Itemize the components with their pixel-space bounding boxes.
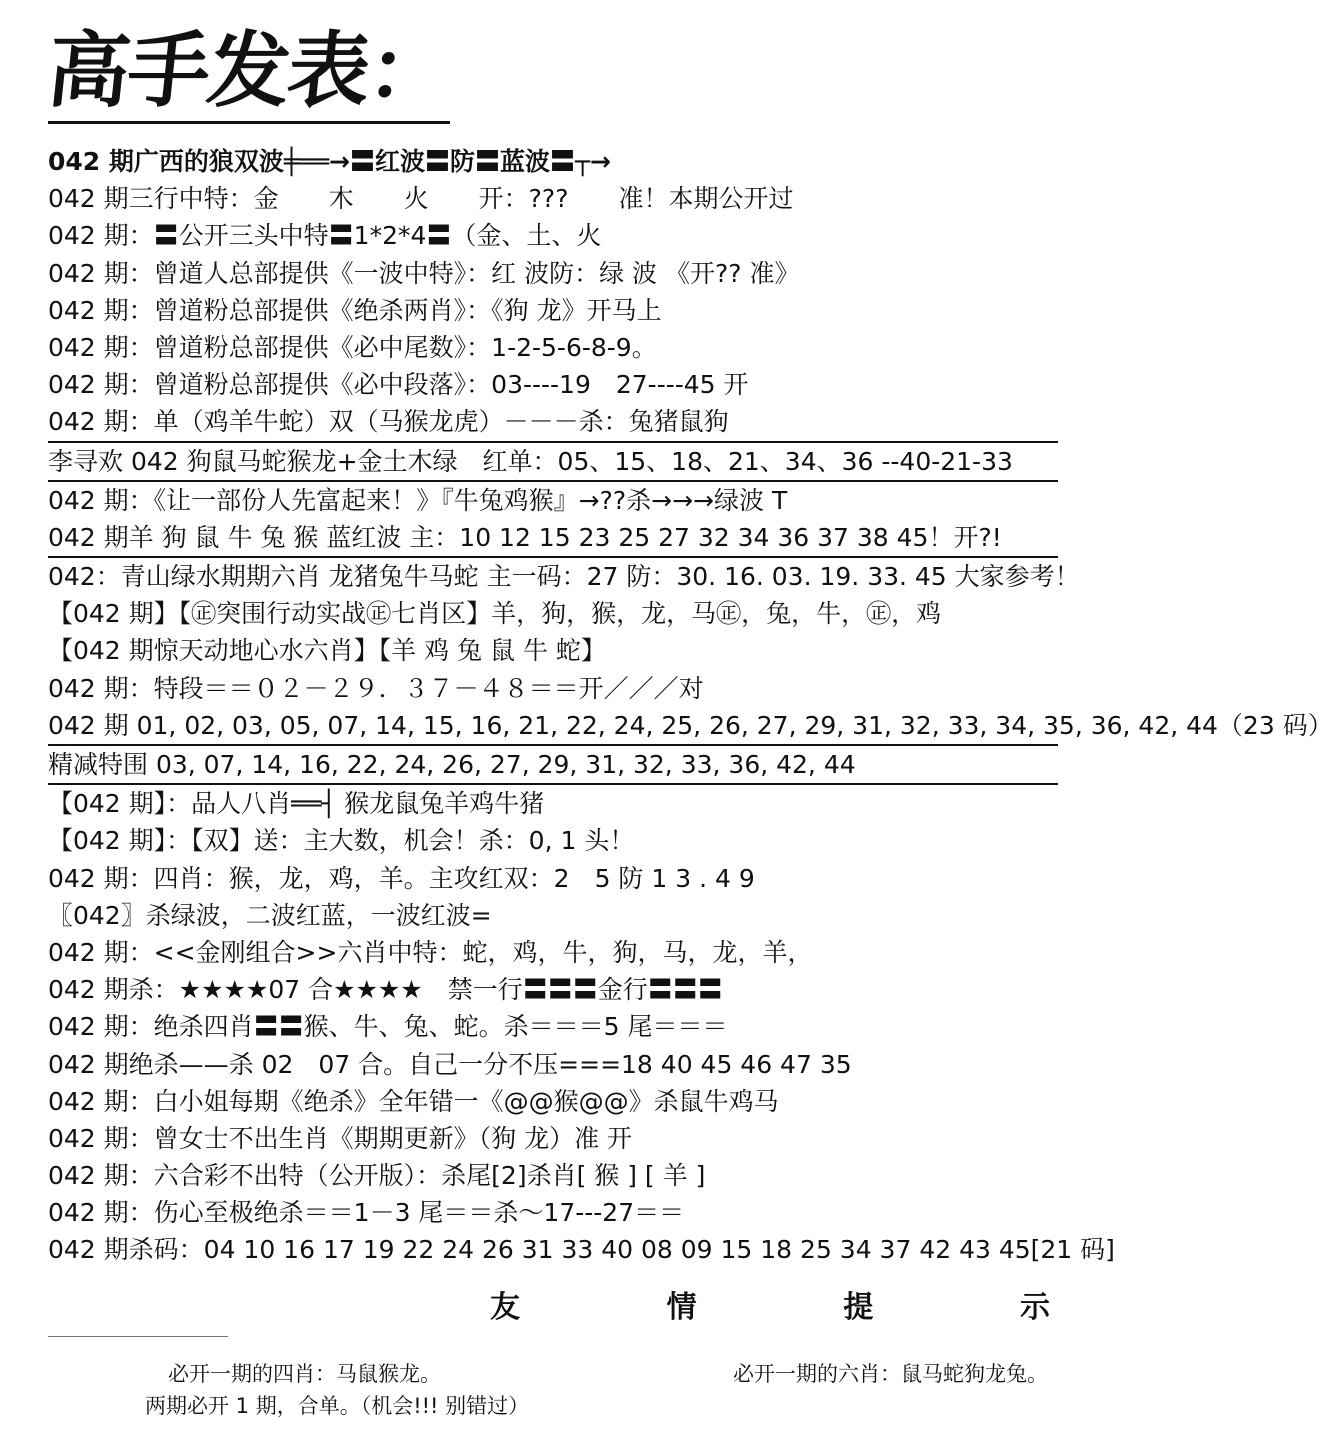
title-underline (48, 121, 450, 124)
tips-row (168, 1358, 1048, 1388)
prediction-line: 【042 期惊天动地心水六肖】【羊 鸡 兔 鼠 牛 蛇】 (48, 636, 606, 666)
tips-heading-char: 情 (666, 1290, 697, 1325)
prediction-line: 042 期：六合彩不出特（公开版）：杀尾[2]杀肖[ 猴 ] [ 羊 ] (48, 1161, 706, 1191)
prediction-line: 042 期三行中特：金 木 火 开：??? 准！本期公开过 (48, 184, 794, 214)
prediction-line: 042 期羊 狗 鼠 牛 兔 猴 蓝红波 主：10 12 15 23 25 27 32 34 36 37 38 45！开?! (48, 519, 1058, 558)
prediction-line: 042 期：单（鸡羊牛蛇）双（马猴龙虎）－－－杀：兔猪鼠狗 (48, 403, 1058, 442)
tips-last-line: 两期必开 1 期，合单。（机会!!! 别错过） (145, 1394, 530, 1418)
page-title: 高手发表： (42, 23, 454, 119)
prediction-line: 042 期：绝杀四肖〓〓猴、牛、兔、蛇。杀＝＝＝5 尾＝＝＝ (48, 1012, 728, 1042)
prediction-line: 【042 期】：【双】送：主大数，机会！杀：0, 1 头！ (48, 826, 635, 856)
prediction-line: 042 期：曾道粉总部提供《必中段落》：03----19 27----45 开 (48, 370, 749, 400)
tips-heading-char: 提 (843, 1290, 874, 1325)
six-xiao-tip: 必开一期的六肖：鼠马蛇狗龙兔。 (733, 1362, 1048, 1386)
prediction-line: 042 期：伤心至极绝杀＝＝1－3 尾＝＝杀～17---27＝＝ (48, 1198, 685, 1228)
prediction-line: 042 期：曾道人总部提供《一波中特》：红 波防：绿 波 《开?? 准》 (48, 258, 800, 288)
prediction-line: 042 期：〓公开三头中特〓1*2*4〓（金、土、火 (48, 221, 602, 251)
prediction-line: 042 期：《让一部份人先富起来！》『牛兔鸡猴』→??杀→→→绿波 T (48, 485, 788, 515)
prediction-line: 042 期杀：★★★★07 合★★★★ 禁一行〓〓〓金行〓〓〓 (48, 975, 723, 1005)
prediction-line: 【042 期】【㊣突围行动实战㊣七肖区】羊，狗，猴，龙，马㊣，兔，牛，㊣，鸡 (48, 599, 942, 629)
prediction-line: 〖042〗杀绿波，二波红蓝，一波红波= (48, 900, 492, 930)
tips-heading (490, 1282, 1050, 1326)
prediction-line: 042 期绝杀——杀 02 07 合。自己一分不压===18 40 45 46 47 35 (48, 1049, 852, 1079)
prediction-line: 042：青山绿水期期六肖 龙猪兔牛马蛇 主一码：27 防：30. 16. 03. 19. 33. 45 大家参考！ (48, 562, 1080, 592)
prediction-list (48, 143, 1333, 1269)
prediction-line: 李寻欢 042 狗鼠马蛇猴龙+金土木绿 红单：05、15、18、21、34、36 --40-21-33 (48, 443, 1058, 482)
prediction-line: 042 期：四肖：猴，龙，鸡，羊。主攻红双：2 5 防 1 3 . 4 9 (48, 863, 755, 893)
prediction-line: 042 期：曾女士不出生肖《期期更新》（狗 龙）准 开 (48, 1123, 633, 1153)
four-xiao-tip: 必开一期的四肖：马鼠猴龙。 (168, 1362, 441, 1386)
prediction-line: 042 期杀码：04 10 16 17 19 22 24 26 31 33 40 08 09 15 18 25 34 37 42 43 45[21 码] (48, 1235, 1115, 1265)
divider (48, 1336, 228, 1337)
prediction-line: 042 期 01, 02, 03, 05, 07, 14, 15, 16, 21, 22, 24, 25, 26, 27, 29, 31, 32, 33, 34, 35, 36, 42, 44（23 码） (48, 707, 1058, 746)
tips-heading-char: 示 (1019, 1290, 1050, 1325)
prediction-line: 042 期：特段＝＝０２－２９．３７－４８＝＝开／／／对 (48, 673, 704, 703)
tips-heading-char: 友 (490, 1290, 520, 1325)
prediction-line: 042 期广西的狼双波╪══→〓红波〓防〓蓝波〓┬→ (48, 147, 611, 176)
prediction-line: 042 期：曾道粉总部提供《绝杀两肖》：《狗 龙》开马上 (48, 295, 662, 325)
prediction-line: 精减特围 03, 07, 14, 16, 22, 24, 26, 27, 29, 31, 32, 33, 36, 42, 44 (48, 746, 1058, 785)
prediction-line: 042 期：白小姐每期《绝杀》全年错一《@@猴@@》杀鼠牛鸡马 (48, 1086, 779, 1116)
prediction-line: 【042 期】：品人八肖══┤ 猴龙鼠兔羊鸡牛猪 (48, 789, 545, 819)
prediction-line: 042 期：<<金刚组合>>六肖中特：蛇，鸡，牛，狗，马，龙，羊， (48, 937, 813, 967)
prediction-line: 042 期：曾道粉总部提供《必中尾数》：1-2-5-6-8-9。 (48, 332, 657, 362)
